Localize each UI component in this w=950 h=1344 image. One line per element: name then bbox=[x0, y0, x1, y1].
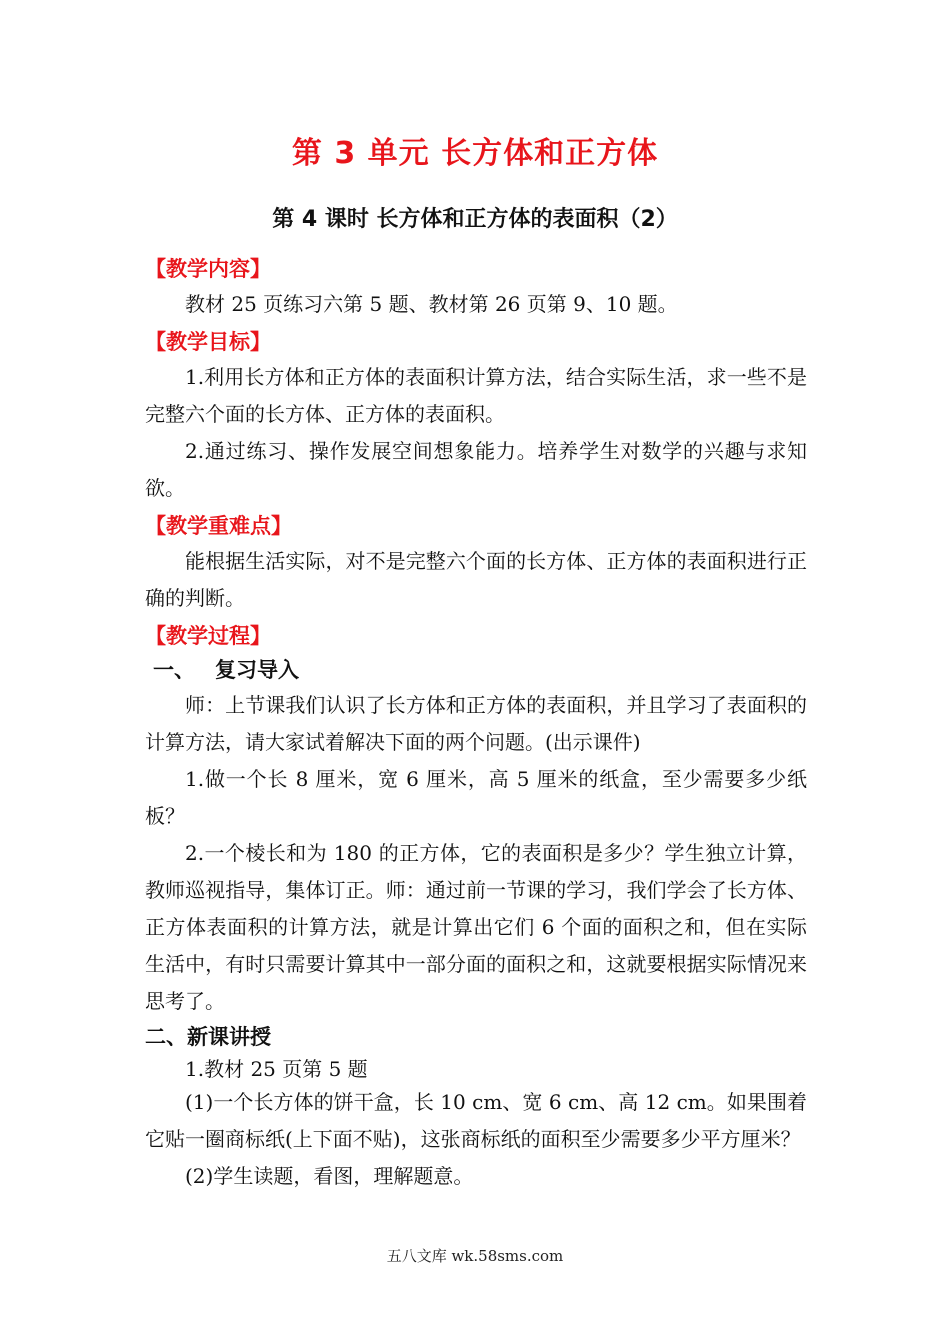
content-text: 教材 25 页练习六第 5 题、教材第 26 页第 9、10 题。 bbox=[185, 292, 678, 316]
section-heading-process: 【教学过程】 bbox=[145, 624, 271, 648]
document-body bbox=[145, 250, 807, 1195]
paragraph: 师：上节课我们认识了长方体和正方体的表面积，并且学习了表面积的计算方法，请大家试着解决下面的两个问题。(出示课件) bbox=[145, 693, 807, 754]
paragraph: (1)一个长方体的饼干盒，长 10 cm、宽 6 cm、高 12 cm。如果围着它贴一圈商标纸(上下面不贴)，这张商标纸的面积至少需要多少平方厘米？ bbox=[145, 1090, 807, 1151]
section-heading-content: 【教学内容】 bbox=[145, 257, 271, 281]
paragraph: (2)学生读题，看图，理解题意。 bbox=[185, 1164, 474, 1188]
section-heading-key-points: 【教学重难点】 bbox=[145, 514, 292, 538]
part2-heading: 二、新课讲授 bbox=[145, 1025, 271, 1049]
goal-item: 1.利用长方体和正方体的表面积计算方法，结合实际生活，求一些不是完整六个面的长方体、正方体的表面积。 bbox=[145, 365, 807, 426]
key-points-text: 能根据生活实际，对不是完整六个面的长方体、正方体的表面积进行正确的判断。 bbox=[145, 549, 807, 610]
section-heading-goals: 【教学目标】 bbox=[145, 330, 271, 354]
part1-heading bbox=[145, 653, 807, 687]
goal-item: 2.通过练习、操作发展空间想象能力。培养学生对数学的兴趣与求知欲。 bbox=[145, 439, 807, 500]
paragraph: 1.做一个长 8 厘米，宽 6 厘米，高 5 厘米的纸盒，至少需要多少纸板？ bbox=[145, 767, 807, 828]
paragraph: 2.一个棱长和为 180 的正方体，它的表面积是多少？学生独立计算，教师巡视指导，集体订正。师：通过前一节课的学习，我们学会了长方体、正方体表面积的计算方法，就是计算出它们 6 个面的面积之和，但在实际生活中，有时只需要计算其中一部分面的面积之和，这就要根据实际情况来思考了。 bbox=[145, 841, 807, 1013]
paragraph: 1.教材 25 页第 5 题 bbox=[185, 1057, 368, 1081]
unit-title: 第 3 单元 长方体和正方体 bbox=[291, 136, 659, 171]
footer-watermark: 五八文库 wk.58sms.com bbox=[386, 1247, 564, 1265]
part1-heading-text: 复习导入 bbox=[215, 658, 299, 682]
part1-number: 一、 bbox=[153, 658, 195, 682]
lesson-subtitle: 第 4 课时 长方体和正方体的表面积（2） bbox=[272, 207, 678, 232]
